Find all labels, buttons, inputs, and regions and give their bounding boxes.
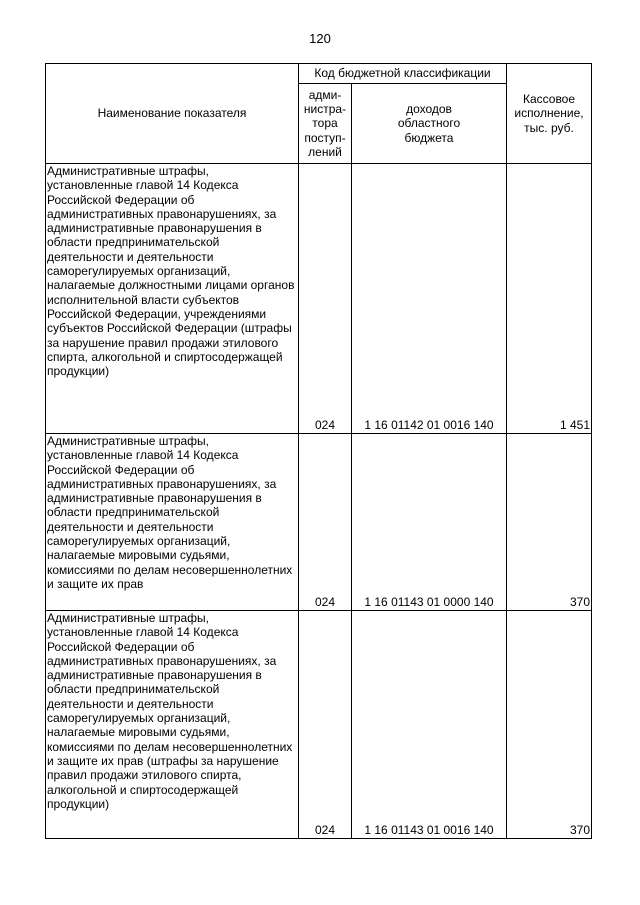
amount: 370 <box>507 434 592 611</box>
table-row <box>46 611 592 839</box>
page-number: 120 <box>309 31 331 46</box>
header-row-top <box>46 64 592 84</box>
income-code: 1 16 01142 01 0016 140 <box>352 164 507 434</box>
indicator-name: Административные штрафы, установленные главой 14 Кодекса Российской Федерации об административных правонарушениях, за административные правонарушения в области предпринимательской деятельности и деятельности саморегулируемых организаций, налагаемые мировыми судьями, комиссиями по делам несовершеннолетних и защите их прав <box>46 434 299 611</box>
admin-code: 024 <box>299 434 352 611</box>
budget-table <box>45 63 592 839</box>
header-budget-code-group: Код бюджетной классификации <box>299 64 507 84</box>
indicator-name: Административные штрафы, установленные главой 14 Кодекса Российской Федерации об административных правонарушениях, за административные правонарушения в области предпринимательской деятельности и деятельности саморегулируемых организаций, налагаемые должностными лицами органов исполнительной власти субъектов Российской Федерации, учреждениями субъектов Российской Федерации (штрафы за нарушение правил продажи этилового спирта, алкогольной и спиртосодержащей продукции) <box>46 164 299 434</box>
amount: 1 451 <box>507 164 592 434</box>
admin-code: 024 <box>299 164 352 434</box>
table-row <box>46 434 592 611</box>
header-income-column: доходов областного бюджета <box>352 84 507 164</box>
header-amount-column: Кассовое исполнение, тыс. руб. <box>507 64 592 164</box>
indicator-name: Административные штрафы, установленные главой 14 Кодекса Российской Федерации об административных правонарушениях, за административные правонарушения в области предпринимательской деятельности и деятельности саморегулируемых организаций, налагаемые мировыми судьями, комиссиями по делам несовершеннолетних и защите их прав (штрафы за нарушение правил продажи этилового спирта, алкогольной и спиртосодержащей продукции) <box>46 611 299 839</box>
header-admin-column: адми- нистра- тора поступ- лений <box>299 84 352 164</box>
admin-code: 024 <box>299 611 352 839</box>
table-row <box>46 164 592 434</box>
amount: 370 <box>507 611 592 839</box>
income-code: 1 16 01143 01 0016 140 <box>352 611 507 839</box>
header-name-column: Наименование показателя <box>46 64 299 164</box>
income-code: 1 16 01143 01 0000 140 <box>352 434 507 611</box>
